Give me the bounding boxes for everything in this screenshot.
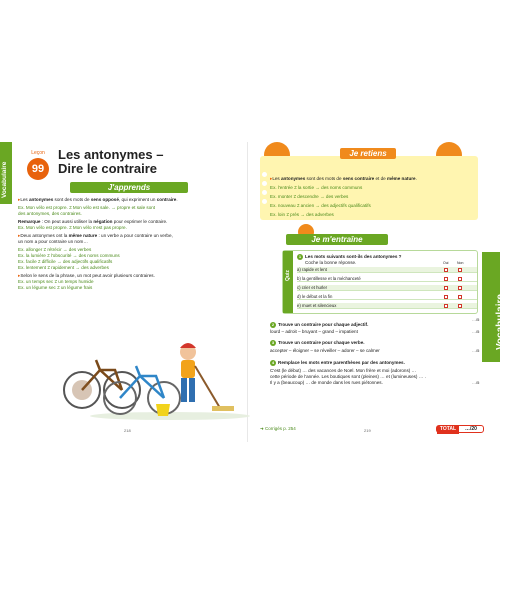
score: …/5 — [472, 317, 480, 322]
exercise-4: 4 Remplace les mots entre parenthèses par des antonymes. C'est (le début) … des vacances de Noël. Mon frère et moi (adorons) … cette période de l'année. Les boutiques sont (pleines) … et (lumineuses) … . Il y a (beaucoup) … de monde dans les rues piétonnes. — [270, 360, 426, 386]
lesson-label: Leçon — [31, 150, 45, 156]
paragraph: ▸Les antonymes sont des mots de sens contraire et de même nature. — [270, 176, 417, 181]
checkbox-non[interactable] — [458, 304, 462, 308]
quiz-side-tab: Quiz — [283, 251, 293, 313]
book-spread — [0, 142, 506, 442]
page-number: 218 — [124, 428, 131, 433]
section-tab-right — [482, 252, 506, 362]
quiz-item — [297, 285, 477, 291]
page-title — [58, 148, 164, 176]
example: Ex. loin ≠ près → des adverbes — [270, 212, 334, 217]
quiz-item — [297, 267, 477, 273]
example: Ex. la lumière ≠ l'obscurité → des noms communs — [18, 253, 120, 258]
checkbox-non[interactable] — [458, 286, 462, 290]
bullet-icon: ▸ — [18, 233, 21, 238]
exercise-3: 3 Trouve un contraire pour chaque verbe. accepter – éloigner – se réveiller – adorer – se calmer — [270, 340, 380, 354]
section-tab-label: Vocabulaire — [1, 161, 8, 198]
cartoon-illustration — [60, 312, 240, 422]
quiz-item — [297, 303, 477, 309]
right-page — [250, 142, 506, 442]
col-oui: Oui — [443, 261, 449, 265]
arrow-icon: ➜ — [260, 426, 264, 431]
title-line-2: Dire le contraire — [58, 161, 157, 176]
score: …/5 — [472, 348, 480, 353]
section-tab-left — [0, 142, 12, 204]
example: Ex. nouveau ≠ ancien → des adjectifs qualificatifs — [270, 203, 371, 208]
checkbox-non[interactable] — [458, 268, 462, 272]
retiens-box — [260, 156, 478, 220]
paragraph: ▸Les antonymes sont des mots de sens opposé, qui expriment un contraire. — [18, 197, 178, 202]
example: des antonymes, des contraires. — [18, 211, 82, 216]
score: …/5 — [472, 380, 480, 385]
quiz-box — [282, 250, 478, 314]
example: Ex. l'entrée ≠ la sortie → des noms communs — [270, 185, 363, 190]
example: Ex. facile ≠ difficile → des adjectifs qualificatifs — [18, 259, 113, 264]
checkbox-oui[interactable] — [444, 304, 448, 308]
example: Ex. allonger ≠ rétrécir → des verbes — [18, 247, 92, 252]
checkbox-non[interactable] — [458, 295, 462, 299]
section-heading-retiens: Je retiens — [340, 148, 396, 159]
corriges-link[interactable]: ➜ Corrigés p. 254 — [260, 426, 296, 431]
paragraph-line: un nom a pour contraire un nom… — [18, 239, 88, 244]
section-tab-label: Vocabulaire — [495, 294, 506, 350]
exercise-2: 2 Trouve un contraire pour chaque adjectif. lourd – adroit – bruyant – grand – impatient — [270, 322, 369, 335]
paragraph: ▸Selon le sens de la phrase, un mot peut avoir plusieurs contraires. — [18, 273, 155, 278]
lesson-badge — [27, 158, 49, 180]
lesson-number: 99 — [31, 163, 45, 175]
col-non: Non — [457, 261, 464, 265]
total-label: TOTAL — [437, 426, 459, 434]
checkbox-oui[interactable] — [444, 277, 448, 281]
bullet-icon: ▸ — [18, 273, 21, 278]
quiz-item-label: a) rapide et lent — [297, 267, 327, 272]
quiz-item-label: e) muet et silencieux — [297, 303, 337, 308]
quiz-item-label: c) crier et hurler — [297, 285, 328, 290]
checkbox-non[interactable] — [458, 277, 462, 281]
example: Ex. un temps sec ≠ un temps humide — [18, 279, 94, 284]
section-heading-apprends: J'apprends — [70, 182, 188, 193]
total-score — [436, 425, 484, 433]
score: …/5 — [472, 329, 480, 334]
page-number: 219 — [364, 428, 371, 433]
quiz-item-label: d) le début et la fin — [297, 294, 333, 299]
quiz-question: 1 Les mots suivants sont-ils des antonymes ? Coche la bonne réponse. — [298, 254, 402, 266]
checkbox-oui[interactable] — [444, 268, 448, 272]
quiz-item — [297, 276, 477, 282]
total-value: …/20 — [465, 426, 477, 432]
example: Ex. lentement ≠ rapidement → des adverbes — [18, 265, 109, 270]
lesson-body — [18, 197, 223, 291]
quiz-item-label: b) la gentillesse et la méchanceté — [297, 276, 361, 281]
example: Ex. monter ≠ descendre → des verbes — [270, 194, 349, 199]
example: Ex. Mon vélo est propre. ≠ Mon vélo n'est pas propre. — [18, 225, 127, 230]
title-line-1: Les antonymes – — [58, 147, 164, 162]
example: Ex. Mon vélo est propre. ≠ Mon vélo est sale. → propre et sale sont — [18, 205, 156, 210]
decorative-dots — [262, 172, 267, 208]
checkbox-oui[interactable] — [444, 295, 448, 299]
retiens-body — [270, 176, 475, 218]
bullet-icon: ▸ — [18, 197, 21, 202]
quiz-item — [297, 294, 477, 300]
left-page — [0, 142, 248, 442]
checkbox-oui[interactable] — [444, 286, 448, 290]
example: Ex. un légume sec ≠ un légume frais — [18, 285, 93, 290]
section-heading-entraine: Je m'entraîne — [286, 234, 388, 245]
remark: Remarque : On peut aussi utiliser la négation pour exprimer le contraire. — [18, 219, 168, 224]
paragraph: ▸Deux antonymes ont la même nature : un verbe a pour contraire un verbe, — [18, 233, 173, 238]
